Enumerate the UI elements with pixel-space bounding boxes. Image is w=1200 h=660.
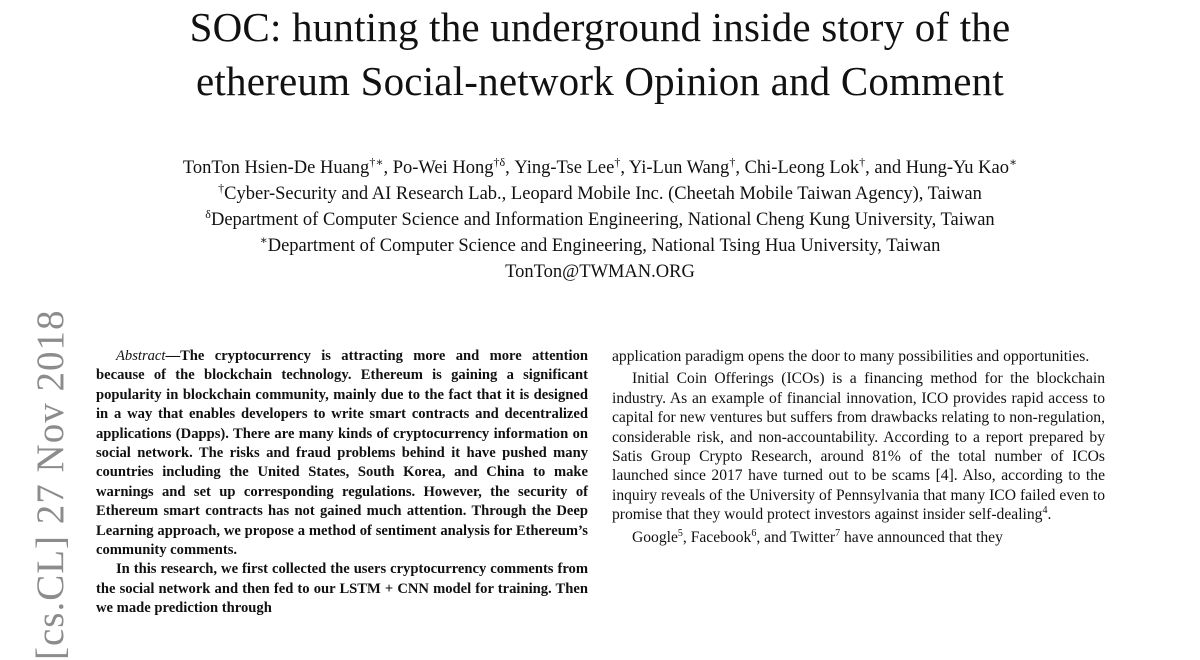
author-name: , Yi-Lun Wang xyxy=(620,158,730,178)
author-email: TonTon@TWMAN.ORG xyxy=(505,262,695,282)
body-text: Initial Coin Offerings (ICOs) is a financing method for the blockchain industry. As an example of financial innovation, ICO provides rapid access to capital for new ventures but suffers from drawbacks relating to non-regulation, considerable risk, and non-accountability. According to a report prepared by Satis Group Crypto Research, around 81% of the total number of ICOs launched since 2017 have turned out to be scams [4]. Also, according to the inquiry reveals of the University of Pennsylvania that many ICO failed even to promise that they would protect investors against insider self-dealing xyxy=(612,370,1105,524)
body-text: , and Twitter xyxy=(756,528,836,546)
body-paragraph-3 xyxy=(612,528,1105,547)
author-mark: †δ xyxy=(493,155,506,169)
arxiv-stamp: [cs.CL] 27 Nov 2018 xyxy=(29,309,72,660)
author-name: TonTon Hsien-De Huang xyxy=(182,158,370,178)
affiliation-mark: δ xyxy=(205,207,211,221)
author-name: , Chi-Leong Lok xyxy=(735,158,860,178)
footnote-mark: 7 xyxy=(835,527,841,539)
abstract-label: Abstract xyxy=(116,348,166,364)
author-mark: † xyxy=(859,155,866,169)
author-mark: †∗ xyxy=(369,155,384,169)
author-block xyxy=(40,155,1160,285)
body-text: , Facebook xyxy=(682,528,752,546)
abstract-paragraph-2: In this research, we first collected the users cryptocurrency comments from the social network and then fed to our LSTM + CNN model for training. Then we made prediction through xyxy=(96,561,588,617)
author-mark: † xyxy=(614,155,621,169)
author-mark: † xyxy=(729,155,736,169)
affiliation-text: Department of Computer Science and Engineering, National Tsing Hua University, Taiwan xyxy=(267,236,941,256)
affiliation-3 xyxy=(40,233,1160,259)
body-text: . xyxy=(1047,506,1052,524)
affiliation-text: Department of Computer Science and Information Engineering, National Cheng Kung University, Taiwan xyxy=(210,210,995,230)
title-line-2: ethereum Social-network Opinion and Comment xyxy=(196,58,1004,104)
author-name: , Ying-Tse Lee xyxy=(505,158,615,178)
abstract-paragraph-1 xyxy=(96,347,588,560)
footnote-mark: 6 xyxy=(751,527,757,539)
body-paragraph-1: application paradigm opens the door to many possibilities and opportunities. xyxy=(612,348,1090,365)
abstract-dash: — xyxy=(165,348,181,364)
author-list xyxy=(40,155,1160,181)
abstract-text: The cryptocurrency is attracting more and more attention because of the blockchain technology. Ethereum is gaining a significant popularity in blockchain community, mainly due to the fact that it is designed in a way that enables developers to write smart contracts and decentralized applications (Dapps). There are many kinds of cryptocurrency information on social network. The risks and fraud problems behind it have pushed many countries including the United States, South Korea, and China to make warnings and set up corresponding regulations. However, the security of Ethereum smart contracts has not gained much attention. Through the Deep Learning approach, we propose a method of sentiment analysis for Ethereum’s community comments. xyxy=(96,348,588,559)
author-mark: ∗ xyxy=(1009,155,1018,169)
body-paragraph-2 xyxy=(612,369,1105,524)
affiliation-mark: ∗ xyxy=(259,233,268,247)
paper-title xyxy=(40,0,1160,108)
body-text: Google xyxy=(632,528,678,546)
body-column-right xyxy=(612,347,1105,547)
author-name: , Po-Wei Hong xyxy=(383,158,494,178)
author-name: , and Hung-Yu Kao xyxy=(865,158,1010,178)
footnote-mark: 4 xyxy=(1042,505,1048,517)
title-line-1: SOC: hunting the underground inside story of the xyxy=(189,4,1011,50)
abstract-column xyxy=(96,347,588,619)
affiliation-1 xyxy=(40,181,1160,207)
affiliation-2 xyxy=(40,207,1160,233)
affiliation-text: Cyber-Security and AI Research Lab., Leopard Mobile Inc. (Cheetah Mobile Taiwan Agency), Taiwan xyxy=(224,184,982,204)
affiliation-mark: † xyxy=(218,181,225,195)
footnote-mark: 5 xyxy=(677,527,683,539)
body-text: have announced that they xyxy=(840,528,1003,546)
